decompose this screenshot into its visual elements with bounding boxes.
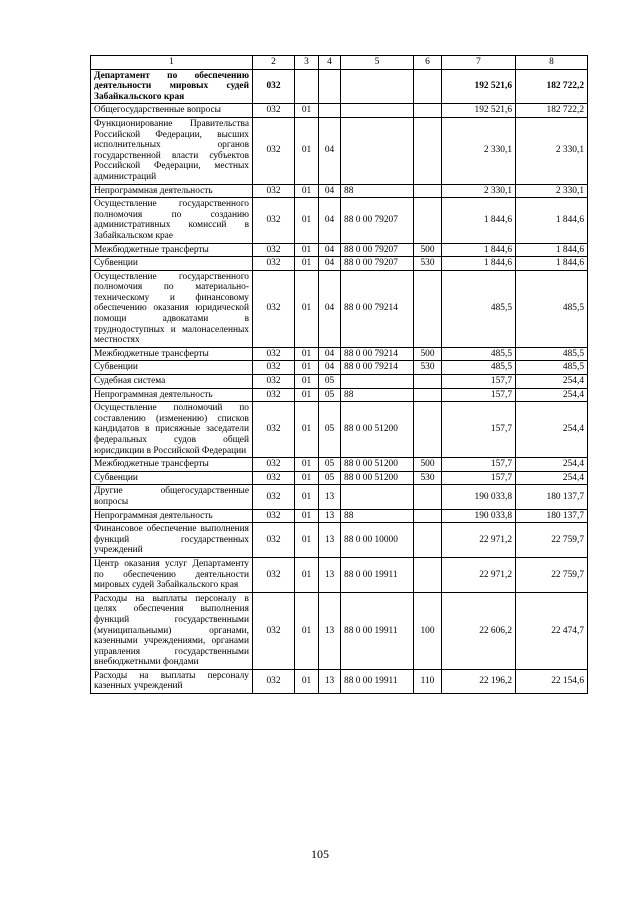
table-row <box>91 458 588 472</box>
subsection-code-cell: 13 <box>319 557 341 592</box>
amount-year1-cell: 157,7 <box>442 375 516 389</box>
expense-type-cell <box>414 402 442 458</box>
section-code-cell: 01 <box>295 198 319 243</box>
amount-year2-cell: 180 137,7 <box>516 485 588 509</box>
row-name-cell: Финансовое обеспечение выполнения функций государственных учреждений <box>91 523 253 558</box>
amount-year2-cell: 22 154,6 <box>516 669 588 693</box>
header-cell: 5 <box>341 56 414 70</box>
section-code-cell: 01 <box>295 388 319 402</box>
target-article-cell: 88 0 00 19911 <box>341 557 414 592</box>
section-code-cell: 01 <box>295 509 319 523</box>
amount-year1-cell: 22 196,2 <box>442 669 516 693</box>
section-code-cell: 01 <box>295 458 319 472</box>
row-name-cell: Межбюджетные трансферты <box>91 458 253 472</box>
target-article-cell: 88 0 00 51200 <box>341 471 414 485</box>
section-code-cell: 01 <box>295 402 319 458</box>
section-code-cell: 01 <box>295 669 319 693</box>
row-name-cell: Субвенции <box>91 361 253 375</box>
target-article-cell <box>341 69 414 104</box>
admin-code-cell: 032 <box>253 375 295 389</box>
subsection-code-cell: 13 <box>319 669 341 693</box>
target-article-cell: 88 0 00 79207 <box>341 198 414 243</box>
table-row <box>91 117 588 184</box>
subsection-code-cell <box>319 69 341 104</box>
expense-type-cell: 500 <box>414 347 442 361</box>
section-code-cell: 01 <box>295 592 319 669</box>
expense-type-cell <box>414 104 442 118</box>
amount-year2-cell: 182 722,2 <box>516 69 588 104</box>
expense-type-cell <box>414 375 442 389</box>
admin-code-cell: 032 <box>253 198 295 243</box>
subsection-code-cell: 04 <box>319 117 341 184</box>
table-row <box>91 270 588 347</box>
expense-type-cell <box>414 270 442 347</box>
row-name-cell: Судебная система <box>91 375 253 389</box>
target-article-cell <box>341 104 414 118</box>
row-name-cell: Расходы на выплаты персоналу в целях обеспечения выполнения функций государственными (муниципальными) органами, казенными учреждениями, органами управления государственными внебюджетными фондами <box>91 592 253 669</box>
subsection-code-cell: 13 <box>319 523 341 558</box>
row-name-cell: Межбюджетные трансферты <box>91 243 253 257</box>
table-body <box>91 56 588 694</box>
row-name-cell: Общегосударственные вопросы <box>91 104 253 118</box>
amount-year1-cell: 157,7 <box>442 458 516 472</box>
amount-year1-cell: 1 844,6 <box>442 243 516 257</box>
section-code-cell: 01 <box>295 117 319 184</box>
section-code-cell: 01 <box>295 104 319 118</box>
amount-year2-cell: 1 844,6 <box>516 198 588 243</box>
admin-code-cell: 032 <box>253 669 295 693</box>
expense-type-cell <box>414 117 442 184</box>
target-article-cell: 88 0 00 79207 <box>341 257 414 271</box>
section-code-cell: 01 <box>295 471 319 485</box>
table-row <box>91 388 588 402</box>
admin-code-cell: 032 <box>253 592 295 669</box>
row-name-cell: Осуществление государственного полномочия по созданию административных комиссий в Забайкальском крае <box>91 198 253 243</box>
table-row <box>91 69 588 104</box>
table-header-row <box>91 56 588 70</box>
target-article-cell: 88 <box>341 509 414 523</box>
section-code-cell: 01 <box>295 347 319 361</box>
table-row <box>91 402 588 458</box>
expense-type-cell: 100 <box>414 592 442 669</box>
amount-year2-cell: 485,5 <box>516 347 588 361</box>
amount-year1-cell: 192 521,6 <box>442 69 516 104</box>
expense-type-cell <box>414 509 442 523</box>
admin-code-cell: 032 <box>253 523 295 558</box>
row-name-cell: Непрограммная деятельность <box>91 509 253 523</box>
amount-year2-cell: 22 759,7 <box>516 557 588 592</box>
amount-year1-cell: 485,5 <box>442 347 516 361</box>
expense-type-cell <box>414 523 442 558</box>
budget-table <box>90 55 588 694</box>
table-row <box>91 104 588 118</box>
target-article-cell: 88 0 00 19911 <box>341 592 414 669</box>
target-article-cell: 88 0 00 51200 <box>341 458 414 472</box>
amount-year1-cell: 22 971,2 <box>442 557 516 592</box>
admin-code-cell: 032 <box>253 270 295 347</box>
table-row <box>91 347 588 361</box>
expense-type-cell <box>414 485 442 509</box>
table-row <box>91 509 588 523</box>
header-cell: 7 <box>442 56 516 70</box>
amount-year1-cell: 190 033,8 <box>442 509 516 523</box>
amount-year2-cell: 254,4 <box>516 471 588 485</box>
amount-year2-cell: 1 844,6 <box>516 243 588 257</box>
header-cell: 3 <box>295 56 319 70</box>
amount-year1-cell: 22 971,2 <box>442 523 516 558</box>
expense-type-cell: 500 <box>414 458 442 472</box>
subsection-code-cell: 13 <box>319 592 341 669</box>
row-name-cell: Осуществление полномочий по составлению (изменению) списков кандидатов в присяжные заседатели федеральных судов общей юрисдикции в Российской Федерации <box>91 402 253 458</box>
amount-year1-cell: 485,5 <box>442 270 516 347</box>
amount-year2-cell: 485,5 <box>516 270 588 347</box>
header-cell: 1 <box>91 56 253 70</box>
section-code-cell: 01 <box>295 184 319 198</box>
amount-year2-cell: 22 474,7 <box>516 592 588 669</box>
header-cell: 6 <box>414 56 442 70</box>
amount-year1-cell: 1 844,6 <box>442 198 516 243</box>
amount-year1-cell: 157,7 <box>442 402 516 458</box>
amount-year1-cell: 1 844,6 <box>442 257 516 271</box>
amount-year1-cell: 2 330,1 <box>442 117 516 184</box>
row-name-cell: Непрограммная деятельность <box>91 388 253 402</box>
amount-year1-cell: 190 033,8 <box>442 485 516 509</box>
target-article-cell: 88 0 00 79214 <box>341 347 414 361</box>
section-code-cell: 01 <box>295 523 319 558</box>
target-article-cell: 88 0 00 79214 <box>341 361 414 375</box>
section-code-cell: 01 <box>295 375 319 389</box>
section-code-cell: 01 <box>295 257 319 271</box>
subsection-code-cell: 05 <box>319 458 341 472</box>
target-article-cell <box>341 375 414 389</box>
admin-code-cell: 032 <box>253 509 295 523</box>
amount-year2-cell: 2 330,1 <box>516 117 588 184</box>
subsection-code-cell: 05 <box>319 402 341 458</box>
amount-year2-cell: 22 759,7 <box>516 523 588 558</box>
admin-code-cell: 032 <box>253 243 295 257</box>
table-row <box>91 557 588 592</box>
amount-year1-cell: 2 330,1 <box>442 184 516 198</box>
page-number: 105 <box>311 847 329 861</box>
subsection-code-cell <box>319 104 341 118</box>
admin-code-cell: 032 <box>253 388 295 402</box>
admin-code-cell: 032 <box>253 471 295 485</box>
expense-type-cell <box>414 184 442 198</box>
expense-type-cell <box>414 69 442 104</box>
admin-code-cell: 032 <box>253 485 295 509</box>
table-row <box>91 471 588 485</box>
header-cell: 4 <box>319 56 341 70</box>
table-row <box>91 523 588 558</box>
row-name-cell: Центр оказания услуг Департаменту по обеспечению деятельности мировых судей Забайкальского края <box>91 557 253 592</box>
section-code-cell: 01 <box>295 270 319 347</box>
target-article-cell: 88 0 00 51200 <box>341 402 414 458</box>
admin-code-cell: 032 <box>253 104 295 118</box>
subsection-code-cell: 05 <box>319 375 341 389</box>
expense-type-cell <box>414 388 442 402</box>
target-article-cell: 88 0 00 79207 <box>341 243 414 257</box>
subsection-code-cell: 05 <box>319 388 341 402</box>
target-article-cell: 88 0 00 79214 <box>341 270 414 347</box>
expense-type-cell <box>414 198 442 243</box>
admin-code-cell: 032 <box>253 402 295 458</box>
target-article-cell <box>341 485 414 509</box>
target-article-cell: 88 <box>341 184 414 198</box>
row-name-cell: Осуществление государственного полномочия по материально-техническому и финансовому обеспечению оказания юридической помощи адвокатами в труднодоступных и малонаселенных местностях <box>91 270 253 347</box>
section-code-cell: 01 <box>295 557 319 592</box>
section-code-cell: 01 <box>295 485 319 509</box>
table-row <box>91 257 588 271</box>
table-row <box>91 198 588 243</box>
row-name-cell: Субвенции <box>91 471 253 485</box>
amount-year2-cell: 182 722,2 <box>516 104 588 118</box>
admin-code-cell: 032 <box>253 458 295 472</box>
subsection-code-cell: 04 <box>319 243 341 257</box>
amount-year1-cell: 192 521,6 <box>442 104 516 118</box>
table-row <box>91 592 588 669</box>
subsection-code-cell: 05 <box>319 471 341 485</box>
table-row <box>91 669 588 693</box>
admin-code-cell: 032 <box>253 557 295 592</box>
expense-type-cell: 530 <box>414 361 442 375</box>
target-article-cell: 88 <box>341 388 414 402</box>
expense-type-cell: 530 <box>414 257 442 271</box>
subsection-code-cell: 04 <box>319 198 341 243</box>
subsection-code-cell: 13 <box>319 509 341 523</box>
table-row <box>91 375 588 389</box>
header-cell: 2 <box>253 56 295 70</box>
subsection-code-cell: 04 <box>319 184 341 198</box>
row-name-cell: Функционирование Правительства Российской Федерации, высших исполнительных органов государственной власти субъектов Российской Федерации, местных администраций <box>91 117 253 184</box>
section-code-cell: 01 <box>295 361 319 375</box>
expense-type-cell: 110 <box>414 669 442 693</box>
header-cell: 8 <box>516 56 588 70</box>
amount-year2-cell: 2 330,1 <box>516 184 588 198</box>
admin-code-cell: 032 <box>253 69 295 104</box>
target-article-cell <box>341 117 414 184</box>
subsection-code-cell: 04 <box>319 361 341 375</box>
target-article-cell: 88 0 00 19911 <box>341 669 414 693</box>
amount-year1-cell: 157,7 <box>442 471 516 485</box>
admin-code-cell: 032 <box>253 361 295 375</box>
row-name-cell: Департамент по обеспечению деятельности мировых судей Забайкальского края <box>91 69 253 104</box>
expense-type-cell: 530 <box>414 471 442 485</box>
subsection-code-cell: 04 <box>319 257 341 271</box>
amount-year1-cell: 22 606,2 <box>442 592 516 669</box>
admin-code-cell: 032 <box>253 257 295 271</box>
amount-year1-cell: 485,5 <box>442 361 516 375</box>
row-name-cell: Непрограммная деятельность <box>91 184 253 198</box>
row-name-cell: Субвенции <box>91 257 253 271</box>
table-row <box>91 485 588 509</box>
amount-year2-cell: 254,4 <box>516 388 588 402</box>
admin-code-cell: 032 <box>253 117 295 184</box>
row-name-cell: Межбюджетные трансферты <box>91 347 253 361</box>
amount-year2-cell: 254,4 <box>516 402 588 458</box>
table-row <box>91 361 588 375</box>
section-code-cell <box>295 69 319 104</box>
amount-year2-cell: 254,4 <box>516 458 588 472</box>
subsection-code-cell: 13 <box>319 485 341 509</box>
expense-type-cell <box>414 557 442 592</box>
expense-type-cell: 500 <box>414 243 442 257</box>
amount-year1-cell: 157,7 <box>442 388 516 402</box>
target-article-cell: 88 0 00 10000 <box>341 523 414 558</box>
section-code-cell: 01 <box>295 243 319 257</box>
row-name-cell: Другие общегосударственные вопросы <box>91 485 253 509</box>
table-row <box>91 243 588 257</box>
admin-code-cell: 032 <box>253 347 295 361</box>
subsection-code-cell: 04 <box>319 347 341 361</box>
amount-year2-cell: 1 844,6 <box>516 257 588 271</box>
row-name-cell: Расходы на выплаты персоналу казенных учреждений <box>91 669 253 693</box>
amount-year2-cell: 485,5 <box>516 361 588 375</box>
amount-year2-cell: 254,4 <box>516 375 588 389</box>
admin-code-cell: 032 <box>253 184 295 198</box>
subsection-code-cell: 04 <box>319 270 341 347</box>
amount-year2-cell: 180 137,7 <box>516 509 588 523</box>
table-row <box>91 184 588 198</box>
